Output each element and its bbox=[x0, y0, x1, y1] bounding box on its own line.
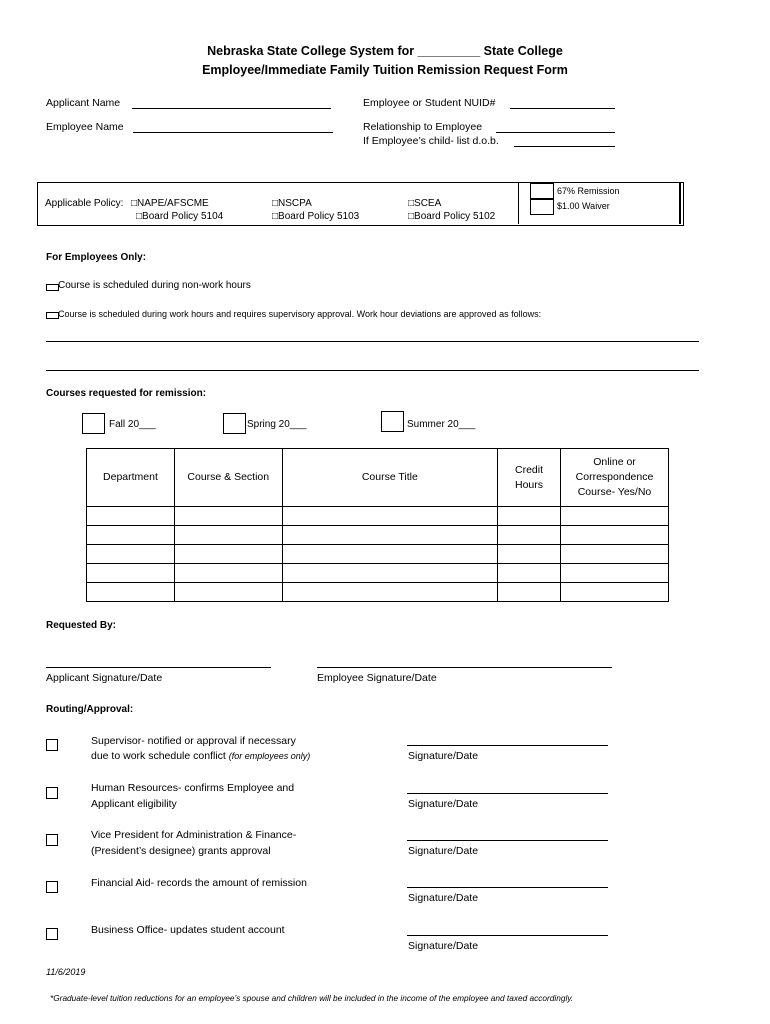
vp-line2: (President’s designee) grants approval bbox=[91, 845, 271, 857]
deviation-line-1[interactable] bbox=[46, 341, 699, 342]
table-row bbox=[87, 526, 669, 545]
cell-credit-hours[interactable] bbox=[498, 545, 561, 564]
supervisor-signature-label: Signature/Date bbox=[408, 750, 479, 762]
supervisor-checkbox[interactable] bbox=[46, 739, 58, 751]
courses-heading: Courses requested for remission: bbox=[46, 388, 207, 399]
cell-credit-hours[interactable] bbox=[498, 564, 561, 583]
financial-aid-signature-line[interactable] bbox=[407, 887, 608, 888]
cell-department[interactable] bbox=[87, 526, 175, 545]
financial-aid-signature-label: Signature/Date bbox=[408, 892, 479, 904]
cell-online[interactable] bbox=[561, 583, 669, 602]
cell-course-section[interactable] bbox=[174, 564, 282, 583]
cell-course-title[interactable] bbox=[282, 526, 497, 545]
waiver-checkbox[interactable] bbox=[530, 199, 554, 215]
relationship-field[interactable] bbox=[496, 132, 615, 133]
work-hours-label: Course is scheduled during work hours and requires supervisory approval. Work hour deviations are approved as follows: bbox=[58, 309, 542, 319]
child-dob-field[interactable] bbox=[514, 146, 615, 147]
table-row bbox=[87, 564, 669, 583]
fall-label: Fall 20___ bbox=[109, 419, 156, 430]
vp-line1: Vice President for Administration & Finance- bbox=[91, 829, 297, 841]
table-row bbox=[87, 583, 669, 602]
col-department: Department bbox=[87, 449, 175, 507]
applicant-name-label: Applicant Name bbox=[46, 97, 121, 109]
policy-scea[interactable]: □SCEA bbox=[408, 198, 442, 209]
cell-credit-hours[interactable] bbox=[498, 526, 561, 545]
col-online: Online or Correspondence Course- Yes/No bbox=[561, 449, 669, 507]
deviation-line-2[interactable] bbox=[46, 370, 699, 371]
cell-department[interactable] bbox=[87, 564, 175, 583]
hr-line1: Human Resources- confirms Employee and bbox=[91, 782, 295, 794]
cell-course-section[interactable] bbox=[174, 507, 282, 526]
cell-course-title[interactable] bbox=[282, 583, 497, 602]
supervisor-line2-text: due to work schedule conflict bbox=[91, 750, 226, 762]
waiver-label: $1.00 Waiver bbox=[557, 201, 610, 211]
cell-online[interactable] bbox=[561, 526, 669, 545]
policy-board-5102[interactable]: □Board Policy 5102 bbox=[408, 211, 496, 222]
remission-67-label: 67% Remission bbox=[557, 186, 620, 196]
hr-line2: Applicant eligibility bbox=[91, 798, 177, 810]
financial-aid-line1: Financial Aid- records the amount of remission bbox=[91, 877, 307, 889]
nuid-field[interactable] bbox=[510, 108, 615, 109]
supervisor-line1: Supervisor- notified or approval if necessary bbox=[91, 735, 296, 747]
summer-label: Summer 20___ bbox=[407, 419, 476, 430]
business-office-checkbox[interactable] bbox=[46, 928, 58, 940]
remission-67-checkbox[interactable] bbox=[530, 183, 554, 199]
form-date: 11/6/2019 bbox=[46, 967, 86, 977]
requested-by-heading: Requested By: bbox=[46, 620, 117, 631]
employee-signature-label: Employee Signature/Date bbox=[317, 672, 437, 684]
policy-board-5103[interactable]: □Board Policy 5103 bbox=[272, 211, 360, 222]
cell-course-title[interactable] bbox=[282, 507, 497, 526]
child-dob-label: If Employee’s child- list d.o.b. bbox=[363, 135, 499, 147]
applicant-name-field[interactable] bbox=[132, 108, 331, 109]
supervisor-line2 bbox=[91, 750, 310, 762]
routing-heading: Routing/Approval: bbox=[46, 704, 134, 715]
policy-board-5104[interactable]: □Board Policy 5104 bbox=[136, 211, 224, 222]
table-row bbox=[87, 545, 669, 564]
remission-divider bbox=[518, 182, 519, 224]
policy-nscpa[interactable]: □NSCPA bbox=[272, 198, 312, 209]
supervisor-note: (for employees only) bbox=[228, 751, 311, 761]
table-row bbox=[87, 507, 669, 526]
employee-name-field[interactable] bbox=[133, 132, 333, 133]
form-title-line1: Nebraska State College System for _________ State College bbox=[207, 44, 563, 58]
col-course-section: Course & Section bbox=[174, 449, 282, 507]
cell-department[interactable] bbox=[87, 545, 175, 564]
col-course-title: Course Title bbox=[282, 449, 497, 507]
spring-label: Spring 20___ bbox=[247, 419, 307, 430]
hr-signature-line[interactable] bbox=[407, 793, 608, 794]
relationship-label: Relationship to Employee bbox=[363, 121, 483, 133]
vp-checkbox[interactable] bbox=[46, 834, 58, 846]
cell-course-section[interactable] bbox=[174, 526, 282, 545]
policy-label: Applicable Policy: bbox=[45, 198, 124, 209]
fall-checkbox[interactable] bbox=[82, 413, 105, 434]
employees-only-heading: For Employees Only: bbox=[46, 252, 147, 263]
cell-online[interactable] bbox=[561, 564, 669, 583]
applicant-signature-line[interactable] bbox=[46, 667, 271, 668]
employee-signature-line[interactable] bbox=[317, 667, 612, 668]
cell-online[interactable] bbox=[561, 545, 669, 564]
hr-checkbox[interactable] bbox=[46, 787, 58, 799]
business-office-line1: Business Office- updates student account bbox=[91, 924, 285, 936]
courses-table bbox=[86, 448, 669, 602]
supervisor-signature-line[interactable] bbox=[407, 745, 608, 746]
remission-right-edge bbox=[679, 182, 681, 224]
cell-course-title[interactable] bbox=[282, 545, 497, 564]
cell-department[interactable] bbox=[87, 583, 175, 602]
cell-credit-hours[interactable] bbox=[498, 507, 561, 526]
nuid-label: Employee or Student NUID# bbox=[363, 97, 496, 109]
footer-note: *Graduate-level tuition reductions for an employee’s spouse and children will be included in the income of the employee and taxed accordingly. bbox=[50, 993, 574, 1003]
vp-signature-label: Signature/Date bbox=[408, 845, 479, 857]
cell-department[interactable] bbox=[87, 507, 175, 526]
non-work-hours-label: Course is scheduled during non-work hours bbox=[58, 280, 251, 291]
hr-signature-label: Signature/Date bbox=[408, 798, 479, 810]
business-office-signature-line[interactable] bbox=[407, 935, 608, 936]
spring-checkbox[interactable] bbox=[223, 413, 246, 434]
col-credit-hours: Credit Hours bbox=[498, 449, 561, 507]
policy-nape-afscme[interactable]: □NAPE/AFSCME bbox=[131, 198, 209, 209]
cell-course-title[interactable] bbox=[282, 564, 497, 583]
form-title-line2: Employee/Immediate Family Tuition Remission Request Form bbox=[202, 63, 568, 77]
business-office-signature-label: Signature/Date bbox=[408, 940, 479, 952]
courses-header-row bbox=[87, 449, 669, 507]
summer-checkbox[interactable] bbox=[381, 411, 404, 432]
cell-course-section[interactable] bbox=[174, 545, 282, 564]
vp-signature-line[interactable] bbox=[407, 840, 608, 841]
cell-credit-hours[interactable] bbox=[498, 583, 561, 602]
financial-aid-checkbox[interactable] bbox=[46, 881, 58, 893]
cell-online[interactable] bbox=[561, 507, 669, 526]
cell-course-section[interactable] bbox=[174, 583, 282, 602]
employee-name-label: Employee Name bbox=[46, 121, 124, 133]
applicant-signature-label: Applicant Signature/Date bbox=[46, 672, 163, 684]
